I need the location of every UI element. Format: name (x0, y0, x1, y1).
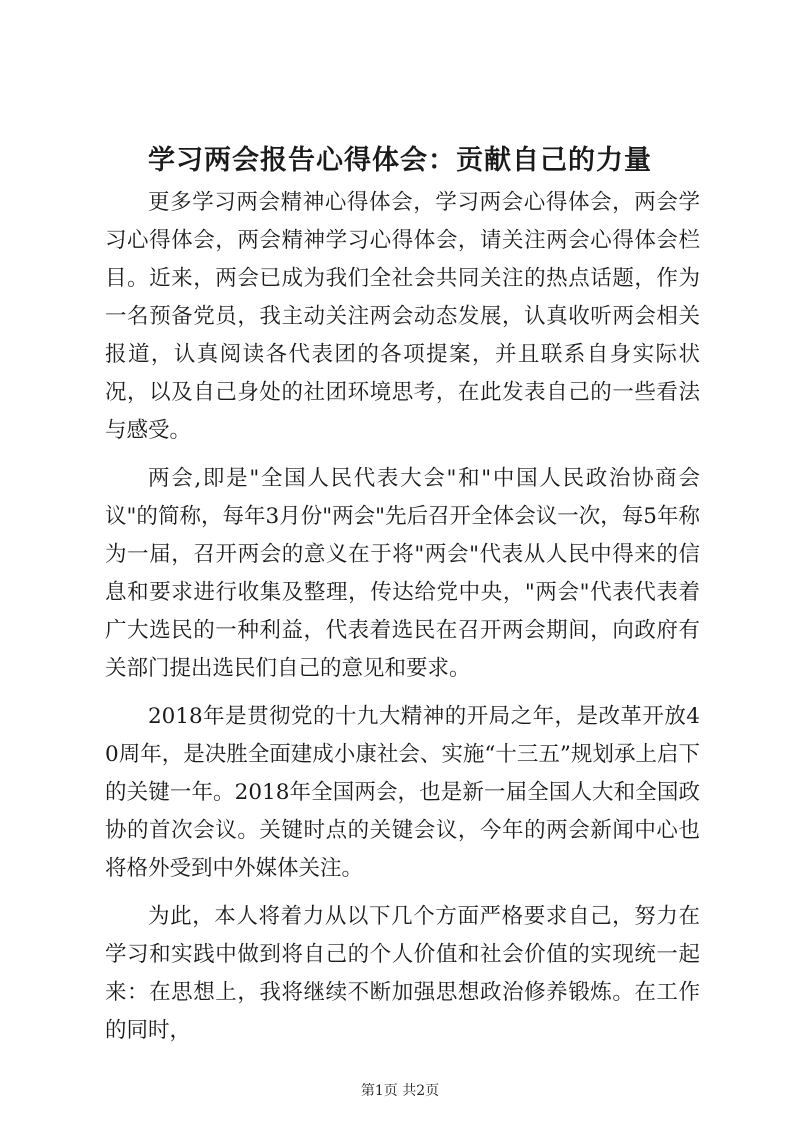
document-title: 学习两会报告心得体会：贡献自己的力量 (148, 145, 652, 176)
paragraph-definition: 两会,即是"全国人民代表大会"和"中国人民政治协商会议"的简称，每年3月份"两会"先后召开全体会议一次，每5年称为一届，召开两会的意义在于将"两会"代表从人民中得来的信息和要求进行收集及整理，传达给党中央，"两会"代表代表着广大选民的一种利益，代表着选民在召开两会期间，向政府有关部门提出选民们自己的意见和要求。 (105, 466, 700, 681)
paragraph-intro: 更多学习两会精神心得体会，学习两会心得体会，两会学习心得体会，两会精神学习心得体会，请关注两会心得体会栏目。近来，两会已成为我们全社会共同关注的热点话题，作为一名预备党员，我主动关注两会动态发展，认真收听两会相关报道，认真阅读各代表团的各项提案，并且联系自身实际状况，以及自己身处的社团环境思考，在此发表自己的一些看法与感受。 (105, 190, 700, 443)
page-number-footer: 第1页 共2页 (360, 1083, 440, 1099)
paragraph-2018: 2018年是贯彻党的十九大精神的开局之年，是改革开放40周年，是决胜全面建成小康社会、实施“十三五”规划承上启下的关键一年。2018年全国两会，也是新一届全国人大和全国政协的首次会议。关键时点的关键会议，今年的两会新闻中心也将格外受到中外媒体关注。 (105, 704, 700, 881)
paragraph-commitment: 为此，本人将着力从以下几个方面严格要求自己，努力在学习和实践中做到将自己的个人价值和社会价值的实现统一起来：在思想上，我将继续不断加强思想政治修养锻炼。在工作的同时， (105, 904, 700, 1043)
document-body (105, 184, 700, 1050)
